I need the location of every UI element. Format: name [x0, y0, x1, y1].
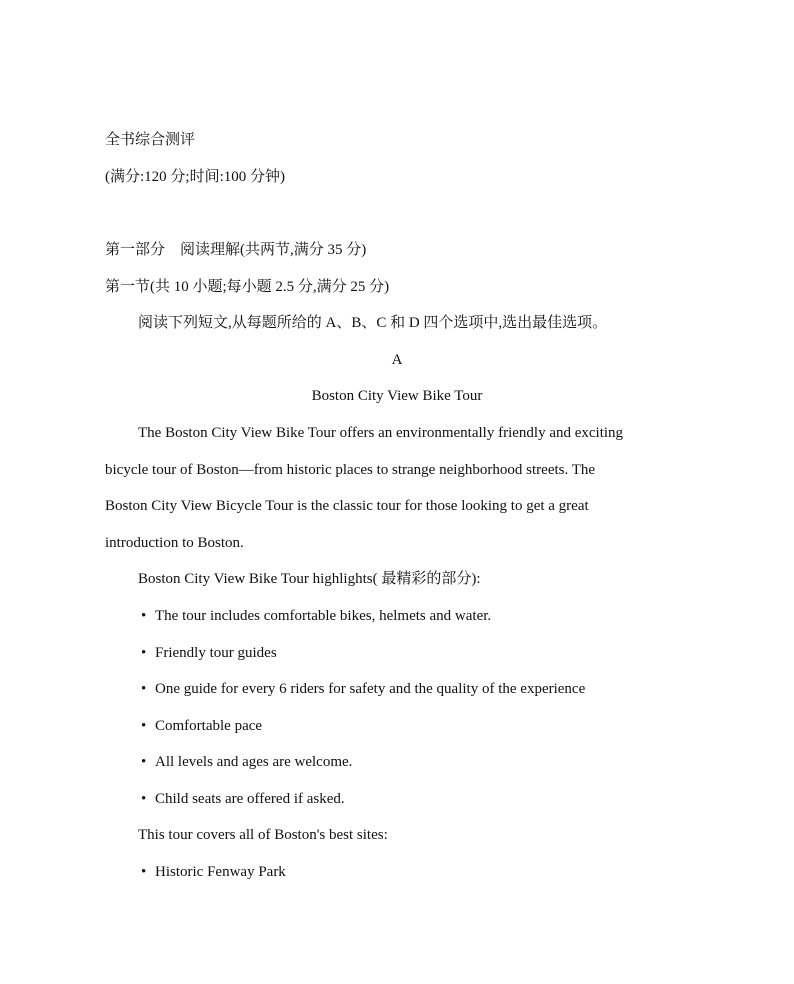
list-item [141, 716, 262, 736]
document-title: 全书综合测评 [105, 132, 196, 148]
list-item [141, 752, 352, 772]
list-item-text: Historic Fenway Park [155, 864, 286, 880]
instruction-text: 阅读下列短文,从每题所给的 A、B、C 和 D 四个选项中,选出最佳选项。 [138, 315, 608, 331]
intro-line: Boston City View Bicycle Tour is the classic tour for those looking to get a great [105, 498, 589, 514]
intro-line: introduction to Boston. [105, 535, 244, 551]
section-heading: 第一节(共 10 小题;每小题 2.5 分,满分 25 分) [105, 279, 390, 295]
list-item-text: The tour includes comfortable bikes, helmets and water. [155, 608, 492, 624]
bullet-icon: • [141, 645, 147, 661]
bullet-icon: • [141, 718, 147, 734]
passage-label: A [391, 352, 403, 368]
list-item [141, 679, 585, 699]
part-heading: 第一部分 阅读理解(共两节,满分 35 分) [105, 242, 367, 258]
bullet-icon: • [141, 754, 147, 770]
bullet-icon: • [141, 791, 147, 807]
intro-line: The Boston City View Bike Tour offers an environmentally friendly and exciting [138, 425, 624, 441]
list-item [141, 643, 277, 663]
sites-heading: This tour covers all of Boston's best sites: [138, 827, 388, 843]
intro-line: bicycle tour of Boston—from historic places to strange neighborhood streets. The [105, 462, 596, 478]
passage-title: Boston City View Bike Tour [311, 388, 483, 404]
list-item [141, 862, 286, 882]
list-item [141, 606, 491, 626]
list-item-text: Friendly tour guides [155, 645, 277, 661]
list-item-text: Comfortable pace [155, 718, 263, 734]
list-item [141, 789, 345, 809]
list-item-text: All levels and ages are welcome. [155, 754, 353, 770]
highlights-heading: Boston City View Bike Tour highlights( 最精彩的部分): [138, 571, 481, 587]
list-item-text: Child seats are offered if asked. [155, 791, 345, 807]
score-time-info: (满分:120 分;时间:100 分钟) [105, 169, 285, 185]
bullet-icon: • [141, 681, 147, 697]
bullet-icon: • [141, 864, 147, 880]
bullet-icon: • [141, 608, 147, 624]
list-item-text: One guide for every 6 riders for safety and the quality of the experience [155, 681, 586, 697]
